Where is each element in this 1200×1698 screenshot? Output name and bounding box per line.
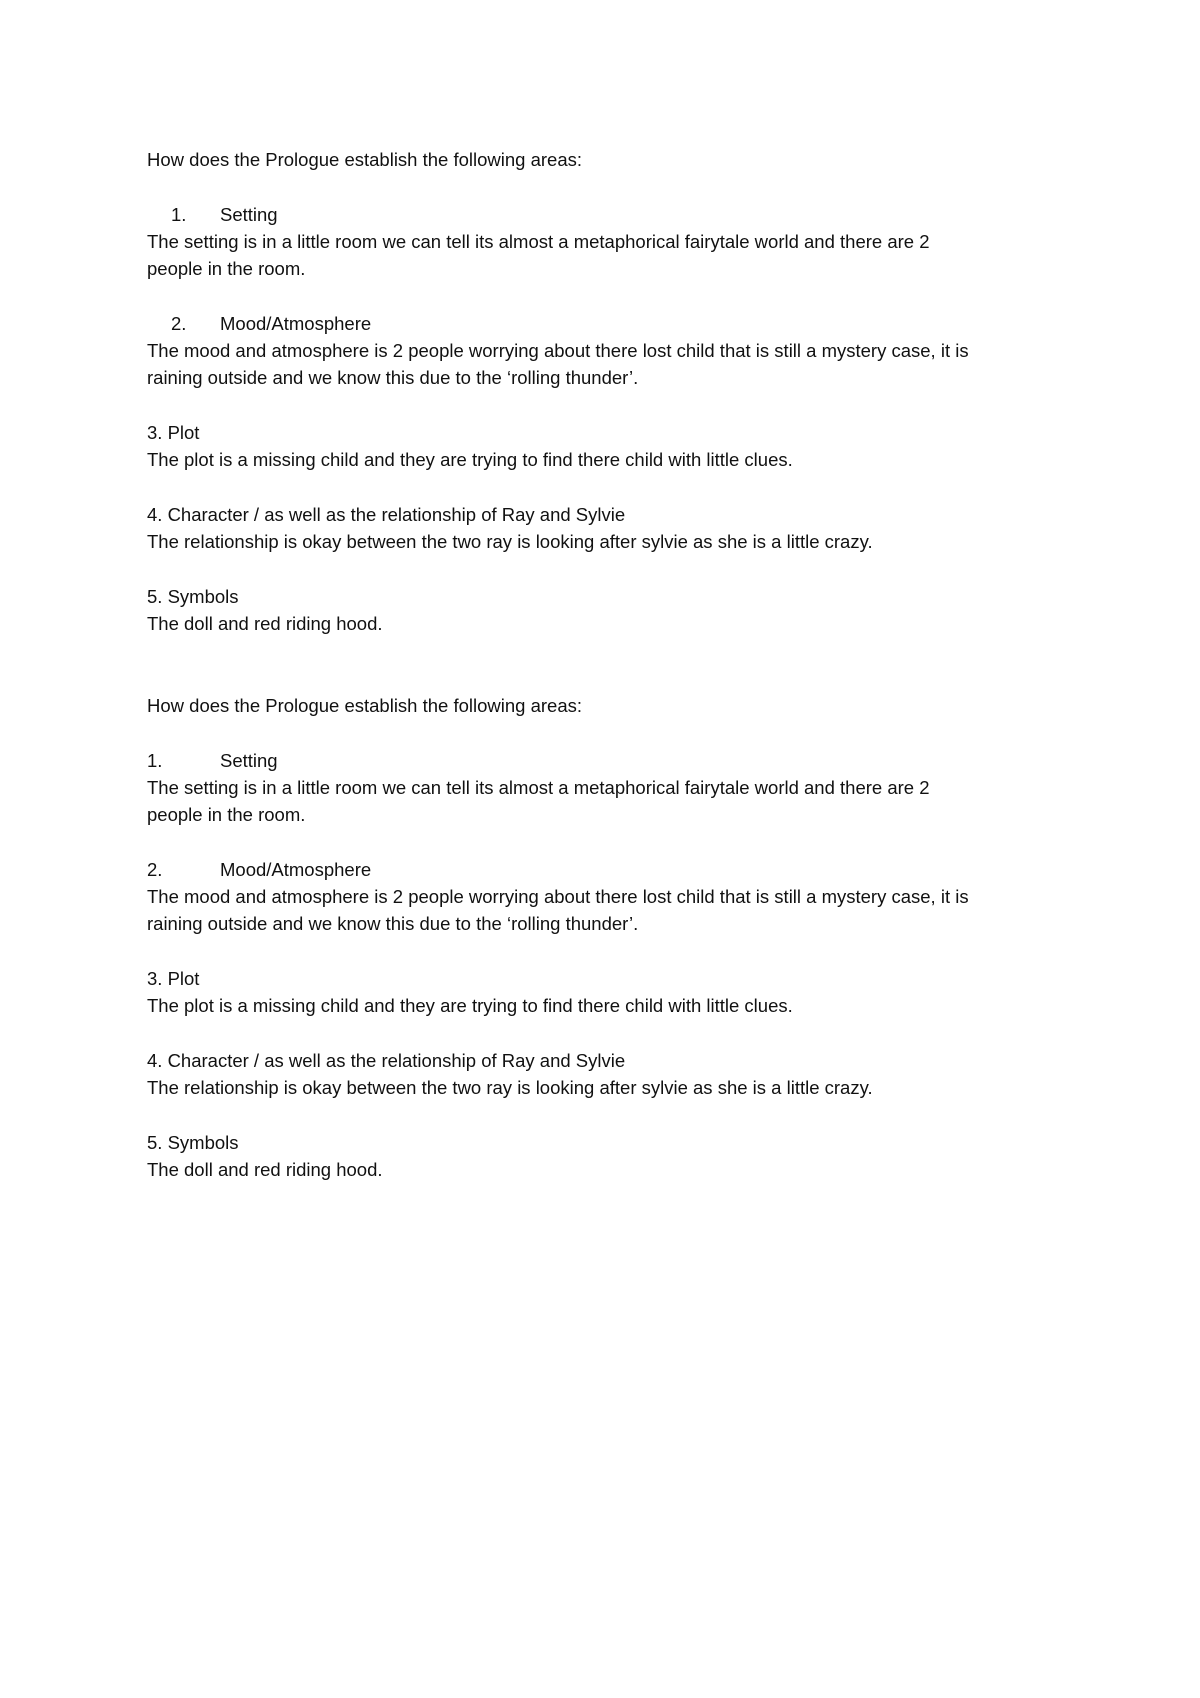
item-title: Mood/Atmosphere bbox=[220, 312, 372, 334]
item-plot-title: 3. Plot bbox=[147, 967, 200, 989]
answer-line: The mood and atmosphere is 2 people worrying about there lost child that is still a mystery case, it is bbox=[147, 340, 969, 362]
item-setting-title bbox=[147, 201, 1077, 228]
answer-line: The setting is in a little room we can tell its almost a metaphorical fairytale world and there are 2 bbox=[147, 776, 930, 798]
item-title: Setting bbox=[220, 749, 278, 771]
document-body bbox=[147, 146, 1077, 1183]
item-mood-title bbox=[147, 310, 1077, 337]
item-character-title: 4. Character / as well as the relationship of Ray and Sylvie bbox=[147, 503, 626, 525]
list-number: 2. bbox=[147, 858, 163, 880]
list-number: 1. bbox=[147, 749, 163, 771]
answer-line: The setting is in a little room we can tell its almost a metaphorical fairytale world and there are 2 bbox=[147, 230, 930, 252]
item-setting-title bbox=[147, 747, 1077, 774]
answer-line: people in the room. bbox=[147, 804, 306, 826]
answer-line: The doll and red riding hood. bbox=[147, 1158, 383, 1180]
item-mood-title bbox=[147, 856, 1077, 883]
answer-line: The plot is a missing child and they are trying to find there child with little clues. bbox=[147, 449, 793, 471]
item-symbols-title: 5. Symbols bbox=[147, 585, 239, 607]
question-heading: How does the Prologue establish the following areas: bbox=[147, 694, 583, 716]
item-plot-title: 3. Plot bbox=[147, 421, 200, 443]
answer-line: The plot is a missing child and they are trying to find there child with little clues. bbox=[147, 995, 793, 1017]
item-title: Mood/Atmosphere bbox=[220, 858, 372, 880]
answer-line: The relationship is okay between the two ray is looking after sylvie as she is a little crazy. bbox=[147, 531, 873, 553]
answer-line: The mood and atmosphere is 2 people worrying about there lost child that is still a mystery case, it is bbox=[147, 886, 969, 908]
item-title: Setting bbox=[220, 203, 278, 225]
answer-line: The relationship is okay between the two ray is looking after sylvie as she is a little crazy. bbox=[147, 1077, 873, 1099]
list-number: 1. bbox=[171, 203, 187, 225]
list-number: 2. bbox=[171, 312, 187, 334]
item-character-title: 4. Character / as well as the relationship of Ray and Sylvie bbox=[147, 1049, 626, 1071]
answer-line: The doll and red riding hood. bbox=[147, 613, 383, 635]
question-heading: How does the Prologue establish the following areas: bbox=[147, 149, 583, 170]
answer-line: raining outside and we know this due to the ‘rolling thunder’. bbox=[147, 913, 639, 935]
answer-line: people in the room. bbox=[147, 258, 306, 280]
item-symbols-title: 5. Symbols bbox=[147, 1131, 239, 1153]
answer-line: raining outside and we know this due to the ‘rolling thunder’. bbox=[147, 367, 639, 389]
